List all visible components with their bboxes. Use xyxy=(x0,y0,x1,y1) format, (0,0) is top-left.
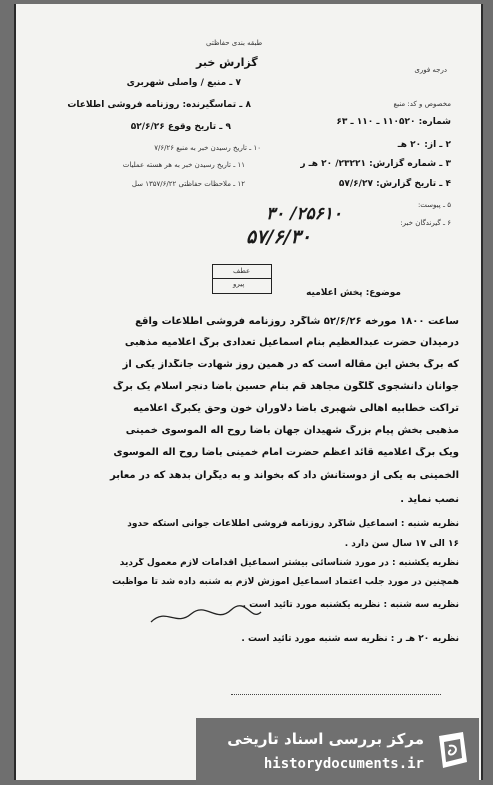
field-receipt-date: ۱۱ ـ تاریخ رسیدن خبر به هر هسته عملیات xyxy=(122,161,245,169)
body-line: جوانان دانشجوی گلگون مجاهد قم بنام حسین باضا دنجر اسلام یک برگ xyxy=(112,381,459,392)
opinion-line: نظریه سه شنبه : نظریه یکشنبه مورد تائید است . xyxy=(242,600,459,610)
field-report-date: ۴ ـ تاریخ گزارش: ۵۷/۶/۲۷ xyxy=(338,179,451,189)
field-source: ۷ ـ منبع / واصلی شهربری xyxy=(126,78,241,88)
field-security-notes: ۱۲ ـ ملاحظات حفاظتی ۱۳۵۷/۶/۲۲ سل xyxy=(131,180,245,188)
footer-divider xyxy=(231,694,441,695)
opinion-line: نظریه ۲۰ هـ ر : نظریه سه شنبه مورد تائید است . xyxy=(241,634,459,644)
handwritten-date: ۵۷/۶/۳۰ xyxy=(246,226,311,248)
body-line: که برگ بخش این مقاله است که در همین روز شهادت جانگداز یکی از xyxy=(122,359,459,370)
body-line: مذهبی بخش پیام بزرگ شهیدان جهان باضا روح اله الموسوی خمینی xyxy=(125,425,459,436)
watermark-banner xyxy=(196,718,479,785)
reference-box xyxy=(212,264,272,294)
field-attachment: ۵ ـ پیوست: xyxy=(417,201,451,209)
field-recipients: ۶ ـ گیرندگان خبر: xyxy=(400,219,451,227)
body-line: ساعت ۱۸۰۰ مورخه ۵۲/۶/۲۶ شاگرد روزنامه فروشی اطلاعات واقع xyxy=(135,316,459,327)
field-source-date: ۱۰ ـ تاریخ رسیدن خبر به منبع ۷/۶/۲۶ xyxy=(154,144,261,152)
body-line: درمیدان حضرت عبدالعظیم بنام اسماعیل تعدادی برگ اعلامیه مذهبی xyxy=(124,337,459,348)
body-line: نصب نماید . xyxy=(400,494,459,505)
handwritten-number: ۲۵۶۱۰/ ۳۰ xyxy=(266,204,343,224)
classification-label: طبقه بندی حفاظتی xyxy=(206,39,263,47)
opinion-line: نظریه شنبه : اسماعیل شاگرد روزنامه فروشی اطلاعات جوانی استکه حدود xyxy=(127,519,459,529)
opinion-line: نظریه یکشنبه : در مورد شناسائی بیشتر اسماعیل اقدامات لازم معمول گردید xyxy=(119,558,459,568)
field-from: ۲ ـ از: ۲۰ هـ xyxy=(397,140,451,150)
brand-url: historydocuments.ir xyxy=(263,756,424,772)
body-line: ویک برگ اعلامیه قائد اعظم حضرت امام خمینی باضا روح اله الموسوی xyxy=(113,447,459,458)
report-title: گزارش خبر xyxy=(196,56,258,69)
field-number: شماره: ۱۱۰۵۲۰ ـ ۱۱۰ ـ ۶۳ xyxy=(336,117,451,127)
opinion-line: همچنین در مورد جلب اعتماد اسماعیل آموزش لازم به شنبه داده شد تا مواظبت xyxy=(112,577,459,587)
opinion-line: ۱۶ الی ۱۷ سال سن دارد . xyxy=(344,539,459,549)
document-page xyxy=(14,4,483,780)
field-code: مخصوص و کد: منبع xyxy=(393,100,451,108)
field-contact: ۸ ـ تماسگیرنده: روزنامه فروشی اطلاعات xyxy=(67,100,251,110)
field-report-number: ۳ ـ شماره گزارش: ۲۳۲۲۱/ ۲۰ هـ ر xyxy=(300,159,451,169)
reference-bottom-label: پیرو xyxy=(233,280,245,288)
reference-top-label: عطف xyxy=(233,267,251,275)
archive-logo-icon xyxy=(433,728,473,772)
field-event-date: ۹ ـ تاریخ وقوع ۵۲/۶/۲۶ xyxy=(130,122,231,132)
priority-label: درجه فوری xyxy=(414,66,447,74)
signature-scribble xyxy=(146,602,266,632)
body-line: تراکت خطابیه اهالی شهبری باضا دلاوران خون وحق یکبرگ اعلامیه xyxy=(133,403,459,414)
body-line: الخمینی به یکی از دوستانش داد که بخواند و به دیگران بدهد که در معابر xyxy=(110,470,459,481)
subject-label: موضوع: پخش اعلامیه xyxy=(306,288,401,298)
brand-name: مرکز بررسی اسناد تاریخی xyxy=(227,730,424,748)
